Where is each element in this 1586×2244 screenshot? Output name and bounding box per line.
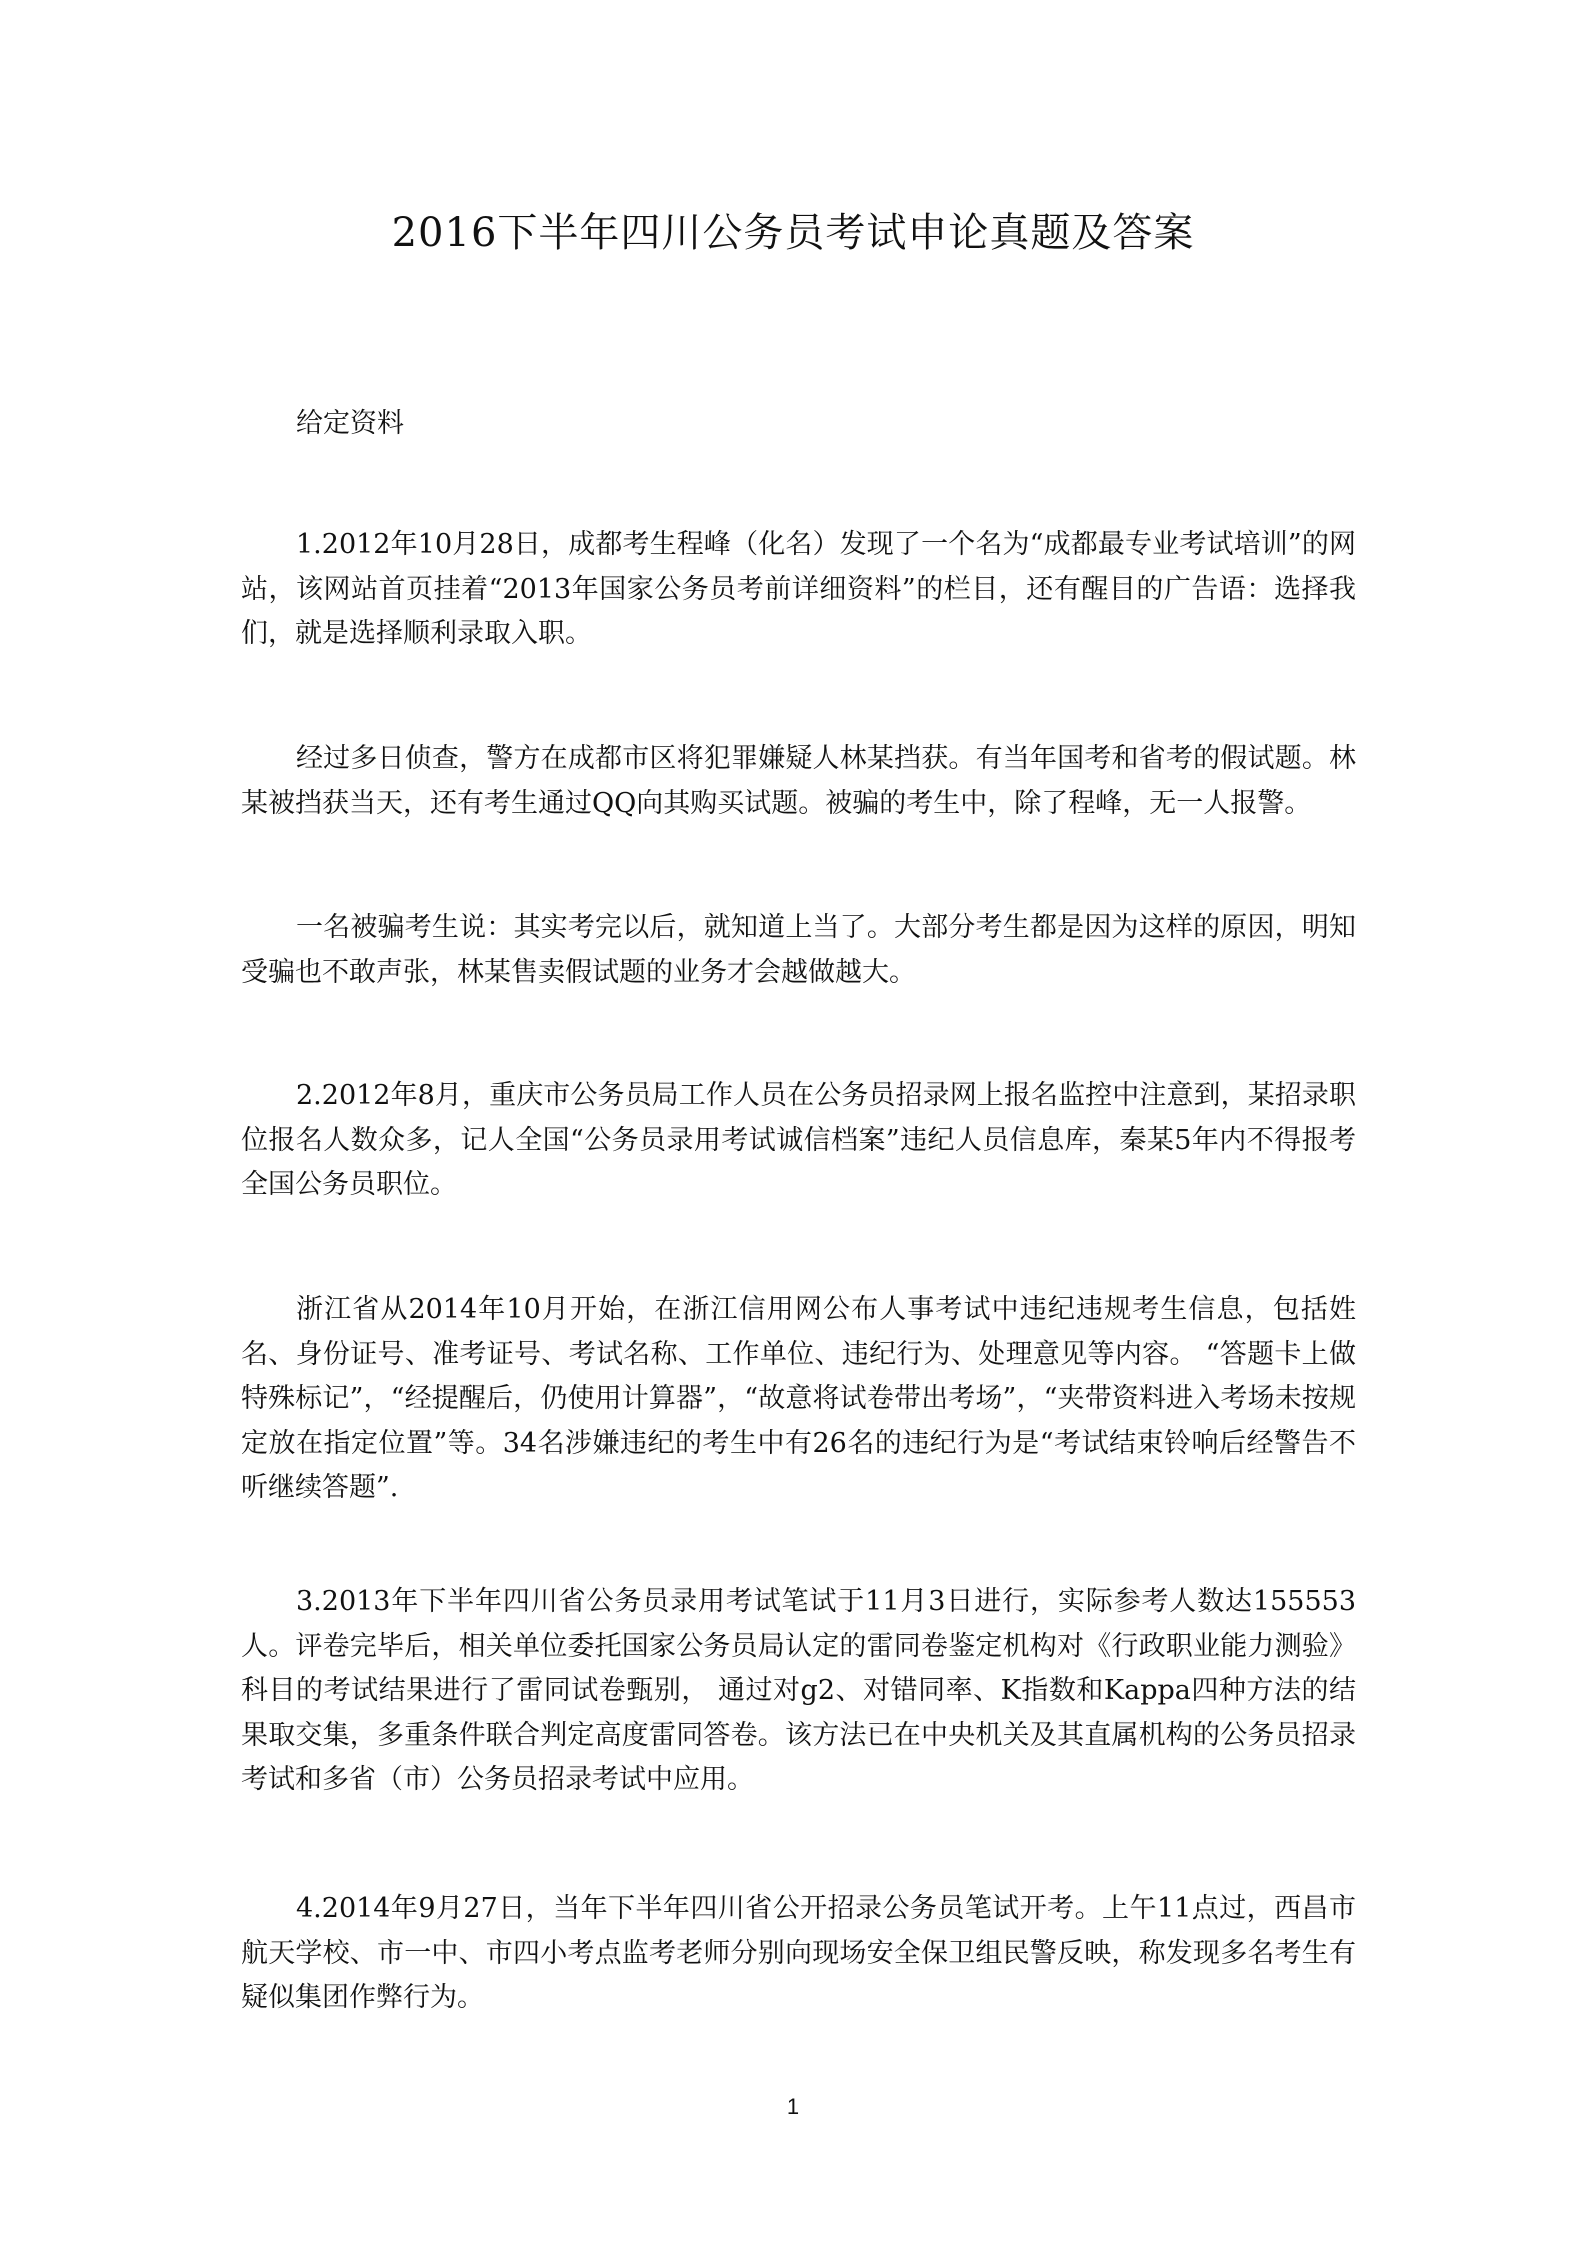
paragraph-2: 经过多日侦查，警方在成都市区将犯罪嫌疑人林某挡获。有当年国考和省考的假试题。林某被挡获当天，还有考生通过QQ向其购买试题。被骗的考生中，除了程峰，无一人报警。 [241, 743, 1356, 819]
document-title: 2016下半年四川公务员考试申论真题及答案 [391, 210, 1195, 256]
paragraph-5: 浙江省从2014年10月开始，在浙江信用网公布人事考试中违纪违规考生信息，包括姓名、身份证号、准考证号、考试名称、工作单位、违纪行为、处理意见等内容。 “答题卡上做特殊标记”，“经提醒后，仍使用计算器”，“故意将试卷带出考场”，“夹带资料进入考场未按规定放在指定位置”等。34名涉嫌违纪的考生中有26名的违纪行为是“考试结束铃响后经警告不听继续答题”. [241, 1294, 1356, 1503]
paragraph-1: 1.2012年10月28日，成都考生程峰（化名）发现了一个名为“成都最专业考试培训”的网站，该网站首页挂着“2013年国家公务员考前详细资料”的栏目，还有醒目的广告语：选择我们，就是选择顺利录取入职。 [241, 529, 1356, 649]
page-number: 1 [786, 2094, 800, 2119]
paragraph-4: 2.2012年8月，重庆市公务员局工作人员在公务员招录网上报名监控中注意到，某招录职位报名人数众多，记人全国“公务员录用考试诚信档案”违纪人员信息库，秦某5年内不得报考全国公务员职位。 [241, 1080, 1356, 1200]
section-label: 给定资料 [296, 408, 404, 439]
paragraph-6: 3.2013年下半年四川省公务员录用考试笔试于11月3日进行，实际参考人数达155553人。评卷完毕后，相关单位委托国家公务员局认定的雷同卷鉴定机构对《行政职业能力测验》科目的考试结果进行了雷同试卷甄别， 通过对g2、对错同率、K指数和Kappa四种方法的结果取交集，多重条件联合判定高度雷同答卷。该方法已在中央机关及其直属机构的公务员招录考试和多省（市）公务员招录考试中应用。 [241, 1586, 1356, 1795]
paragraph-7: 4.2014年9月27日，当年下半年四川省公开招录公务员笔试开考。上午11点过，西昌市航天学校、市一中、市四小考点监考老师分别向现场安全保卫组民警反映，称发现多名考生有疑似集团作弊行为。 [241, 1893, 1356, 2013]
paragraph-3: 一名被骗考生说：其实考完以后，就知道上当了。大部分考生都是因为这样的原因，明知受骗也不敢声张，林某售卖假试题的业务才会越做越大。 [241, 912, 1356, 988]
